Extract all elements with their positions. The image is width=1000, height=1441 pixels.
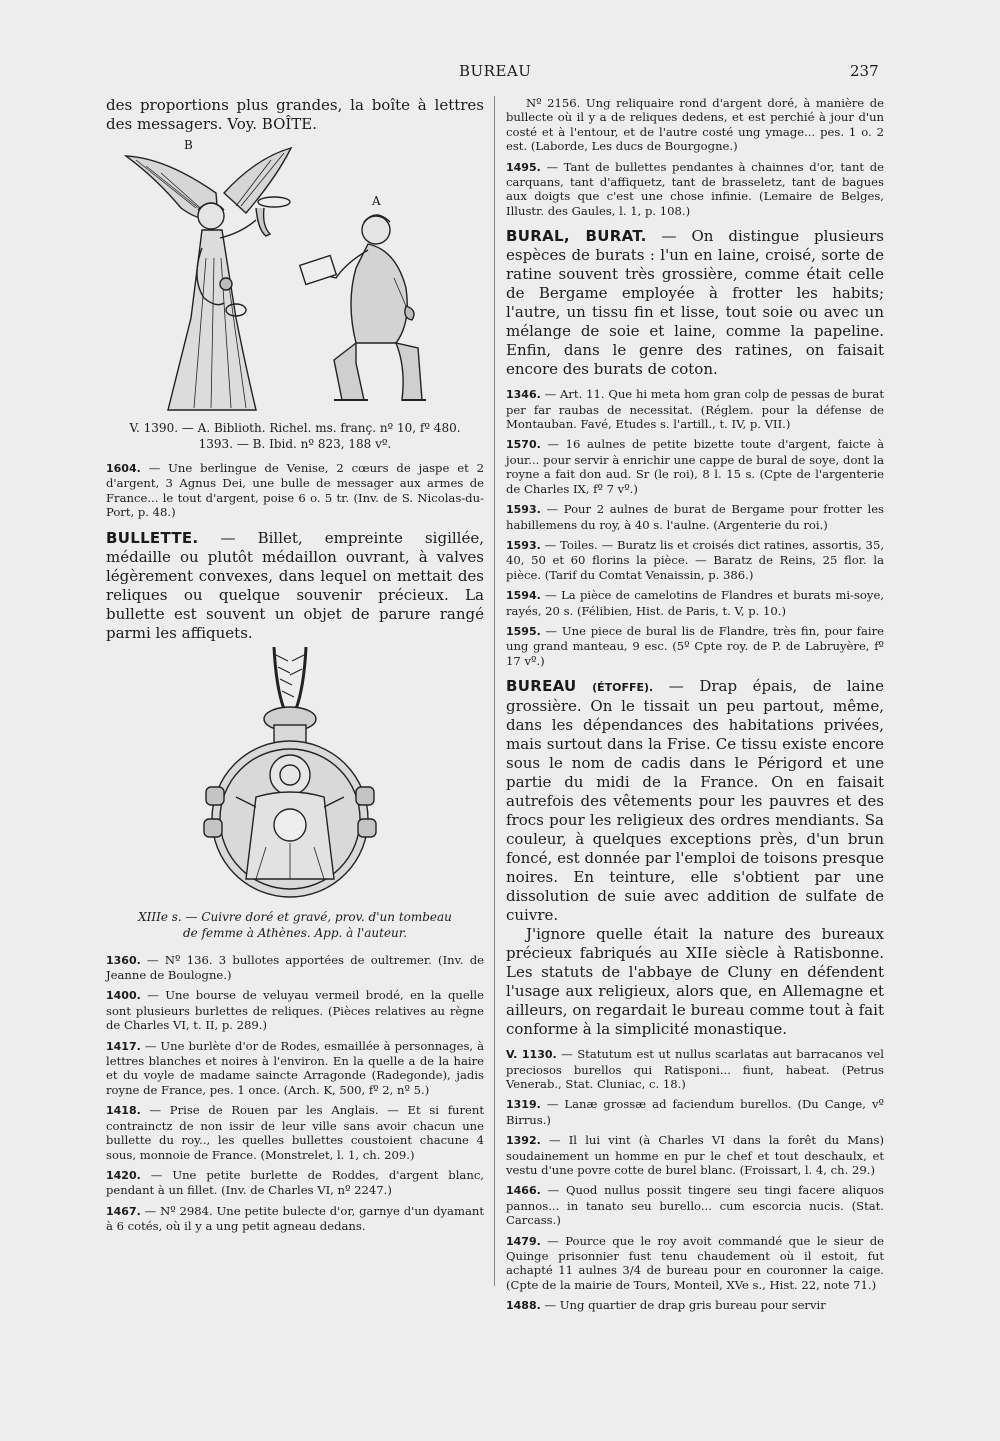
entry-1495 — [506, 160, 884, 219]
entry-2156-continued: Nº 2156. Ung reliquaire rond d'argent doré, à manière de bullecte où il y a de reliques dedens, et est perchié à jour d'un costé et à l'entour, et de l'autre costé ung ymage... pes. 1 o. 2 est. (Laborde, Les ducs de Bourgogne.) — [506, 96, 884, 154]
entry-text: — Tant de bullettes pendantes à chainnes d'or, tant de carquans, tant d'affiquetz, tant de brasseletz, tant de bagues aux doigts que c'est une chose infinie. (Lemaire de Belges, Illustr. des Gaules, l. 1, p. 108.) — [506, 159, 884, 218]
entry-year: 1593. — [506, 503, 541, 517]
bullette-definition: — Billet, empreinte sigillée, médaille ou plutôt médaillon ouvrant, à valves légèrement convexes, dans lequel on mettait des reliques ou quelque souvenir précieux. La bullette est souvent un objet de parure rangé parmi les affiquets. — [106, 528, 484, 642]
entry-text: — Art. 11. Que hi meta hom gran colp de pessas de burat per far raubas de necessitat. (Réglem. pour la défense de Montauban. Favé, Etudes s. l'artill., t. IV, p. VII.) — [506, 387, 884, 432]
figure1-caption-line2: 1393. — B. Ibid. nº 823, 188 vº. — [198, 437, 392, 451]
entry-year: 1595. — [506, 624, 541, 638]
entry-text: — Prise de Rouen par les Anglais. — Et si furent contrainctz de non issir de leur ville sans avoir chacun une bullette du roy.., les quelles bullettes coustoient chacune 4 sous, monnoie de France. (Monstrelet, l. 1, ch. 209.) — [106, 1103, 484, 1162]
headword-bullette: BULLETTE. — [106, 528, 199, 547]
entry-year: V. 1130. — [506, 1048, 557, 1062]
entry-year: 1466. — [506, 1184, 541, 1198]
entry-text: — La pièce de camelotins de Flandres et burats mi-soye, rayés, 20 s. (Félibien, Hist. de Paris, t. V, p. 10.) — [506, 588, 884, 618]
entry-year: 1319. — [506, 1098, 541, 1112]
entry-1604 — [106, 461, 484, 520]
figure1-caption — [106, 420, 484, 452]
entry-text: — Une bourse de veluyau vermeil brodé, en la quelle sont plusieurs burlettes de reliques. (Pièces relatives au règne de Charles VI, t. II, p. 289.) — [106, 988, 484, 1033]
left-column — [106, 96, 484, 1234]
entry-year: 1417. — [106, 1039, 141, 1053]
entry-1593-a — [506, 502, 884, 532]
entry-year: 1488. — [506, 1299, 541, 1313]
bureau-citations — [506, 1047, 884, 1314]
entry-text: — Quod nullus possit tingere seu tingi facere aliquos pannos... in tanato seu burello... cum escorcia nucis. (Stat. Carcass.) — [506, 1183, 884, 1228]
entry-1467 — [106, 1204, 484, 1234]
entry-year: 1346. — [506, 388, 541, 402]
entry-year: 1570. — [506, 438, 541, 452]
bural-definition: — On distingue plusieurs espèces de burats : l'un en laine, croisé, sorte de ratine souvent très grossière, comme était celle de Bergame employée à frotter les habits; l'autre, un tissu fin et lisse, tout soie ou avec un mélange de soie et laine, comme la papeline. Enfin, dans le genre des ratines, on faisait encore des burats de coton. — [506, 227, 884, 379]
running-header — [0, 62, 1000, 86]
entry-text: — Une petite burlette de Roddes, d'argent blanc, pendant à un fillet. (Inv. de Charles VI, nº 2247.) — [106, 1167, 484, 1198]
entry-1594 — [506, 588, 884, 618]
entry-year: 1604. — [106, 462, 141, 475]
entry-1392 — [506, 1133, 884, 1177]
headword-bureau: BUREAU — [506, 677, 577, 696]
figure2-caption — [106, 909, 484, 941]
entry-year: 1400. — [106, 989, 141, 1003]
figure-bullette-medallion — [106, 647, 484, 909]
entry-text: — Pource que le roy avoit commandé que le sieur de Quinge prisonnier fust tenu chaudement où il estoit, fut achapté 11 aulnes 3/4 de bureau pour en couronner la caige. (Cpte de la mairie de Tours, Monteil, XVe s., Hist. 22, note 71.) — [506, 1233, 885, 1292]
figure2-caption-line2: de femme à Athènes. App. à l'auteur. — [182, 925, 408, 940]
entry-1466 — [506, 1183, 884, 1227]
entry-text: — Pour 2 aulnes de burat de Bergame pour frotter les habillemens du roy, à 40 s. l'aulne. (Argenterie du roi.) — [506, 502, 885, 532]
entry-text: — Nº 2984. Une petite bulecte d'or, garnye d'un dyamant à 6 cotés, où il y a ung petit agneau dedans. — [106, 1203, 485, 1234]
medallion-engraving — [106, 647, 484, 909]
bureau-paragraph-2: J'ignore quelle était la nature des bureaux précieux fabriqués au XIIe siècle à Ratisbonne. Les statuts de l'abbaye de Cluny en défendent l'usage aux religieux, alors que, en Allemagne et ailleurs, on regardait le bureau comme tout à fait conforme à la simplicité monastique. — [506, 925, 884, 1039]
entry-year: 1418. — [106, 1104, 141, 1118]
entry-year: 1392. — [506, 1134, 541, 1148]
entry-text: — 16 aulnes de petite bizette toute d'argent, faicte à jour... pour servir à enrichir une cappe de bural de soye, dont la royne a fait don aud. Sr (le roi), 8 l. 15 s. (Cpte de l'argenterie de Charles IX, fº 7 vº.) — [506, 437, 885, 496]
figure1-caption-line1: V. 1390. — A. Biblioth. Richel. ms. franç. nº 10, fº 480. — [129, 421, 461, 435]
entry-1400 — [106, 988, 484, 1032]
entry-text: — Ung quartier de drap gris bureau pour servir — [544, 1298, 826, 1313]
entry-text: — Une piece de bural lis de Flandre, très fin, pour faire ung grand manteau, 9 esc. (5º Cpte roy. de P. de Labruyère, fº 17 vº.) — [506, 623, 884, 668]
entry-year: 1593. — [506, 538, 541, 552]
entry-1595 — [506, 624, 884, 668]
entry-v1130 — [506, 1047, 884, 1091]
entry-text: — Une berlingue de Venise, 2 cœurs de jaspe et 2 d'argent, 3 Agnus Dei, une bulle de messager aux armes de France... le tout d'argent, poise 6 o. 5 tr. (Inv. de S. Nicolas-du-Port, p. 48.) — [106, 461, 484, 520]
entry-text: — Lanæ grossæ ad faciendum burellos. (Du Cange, vº Birrus.) — [506, 1097, 884, 1127]
entry-year: 1360. — [106, 953, 141, 967]
engraving-illustration — [106, 138, 484, 420]
entry-1420 — [106, 1168, 484, 1198]
entry-1417 — [106, 1039, 484, 1098]
entry-text: — Nº 136. 3 bullotes apportées de oultremer. (Inv. de Jeanne de Boulogne.) — [106, 952, 484, 983]
entry-text: — Toiles. — Buratz lis et croisés dict ratines, assortis, 35, 40, 50 et 60 florins la pièce. — Baratz de Reins, 25 flor. la pièce. (Tarif du Comtat Venaissin, p. 386.) — [506, 537, 884, 582]
entry-text: — Il lui vint (à Charles VI dans la forêt du Mans) soudainement un homme en pur le chef et tout deschaulx, et vestu d'une povre cotte de burel blanc. (Froissart, l. 4, ch. 29.) — [506, 1133, 884, 1177]
bural-article — [506, 227, 884, 379]
intro-paragraph: des proportions plus grandes, la boîte à lettres des messagers. Voy. BOÎTE. — [106, 96, 484, 133]
page-number: 237 — [850, 62, 879, 80]
entry-1570 — [506, 437, 884, 496]
bullette-citations — [106, 953, 484, 1234]
entry-1418 — [106, 1103, 484, 1162]
entry-1488 — [506, 1298, 884, 1313]
right-column — [506, 96, 884, 1314]
running-title: BUREAU — [459, 62, 532, 80]
bureau-definition: — Drap épais, de laine grossière. On le tissait un peu partout, même, dans les dépendances des habitations privées, mais surtout dans la Frise. Ce tissu existe encore sous le nom de cadis dans le Périgord et une partie du midi de la France. On en faisait autrefois des vêtements pour les pauvres et des frocs pour les religieux des ordres mendiants. Sa couleur, à quelques exceptions près, d'un brun foncé, est donnée par l'emploi de toisons presque noires. En teinture, elle s'obtient par une dissolution de suie avec addition de sulfate de cuivre. — [506, 677, 884, 925]
column-divider — [494, 96, 495, 1286]
entry-year: 1594. — [506, 589, 541, 603]
headword-bural: BURAL, BURAT. — [506, 227, 647, 246]
bureau-subhead: (ÉTOFFE). — [592, 681, 654, 695]
entry-text: — Statutum est ut nullus scarlatas aut barracanos vel preciosos burellos qui Ratisponi... fiunt, habeat. (Petrus Venerab., Stat. Cluniac, c. 18.) — [506, 1047, 884, 1091]
entry-1479 — [506, 1234, 884, 1293]
entry-year: 1467. — [106, 1204, 141, 1218]
entry-1593-b — [506, 538, 884, 582]
bural-citations — [506, 387, 884, 668]
figure-angel-and-kneeling-man — [106, 138, 484, 420]
entry-year: 1420. — [106, 1168, 141, 1182]
figure-label-b: B — [184, 138, 193, 152]
figure-label-a: A — [372, 194, 381, 208]
bullette-article — [106, 529, 484, 643]
entry-year: 1495. — [506, 160, 541, 174]
figure2-caption-line1: XIIIe s. — Cuivre doré et gravé, prov. d'un tombeau — [138, 909, 452, 924]
entry-text: — Une burlète d'or de Rodes, esmaillée à personnages, à lettres blanches et noires à l'environ. En la quelle a de la haire et du voyle de madame saincte Arragonde (Radegonde), jadis royne de France, pes. 1 once. (Arch. K, 500, fº 2, nº 5.) — [106, 1038, 485, 1097]
entry-1360 — [106, 953, 484, 983]
entry-1319 — [506, 1097, 884, 1127]
entry-year: 1479. — [506, 1234, 541, 1248]
entry-1346 — [506, 387, 884, 431]
bureau-article — [506, 677, 884, 925]
